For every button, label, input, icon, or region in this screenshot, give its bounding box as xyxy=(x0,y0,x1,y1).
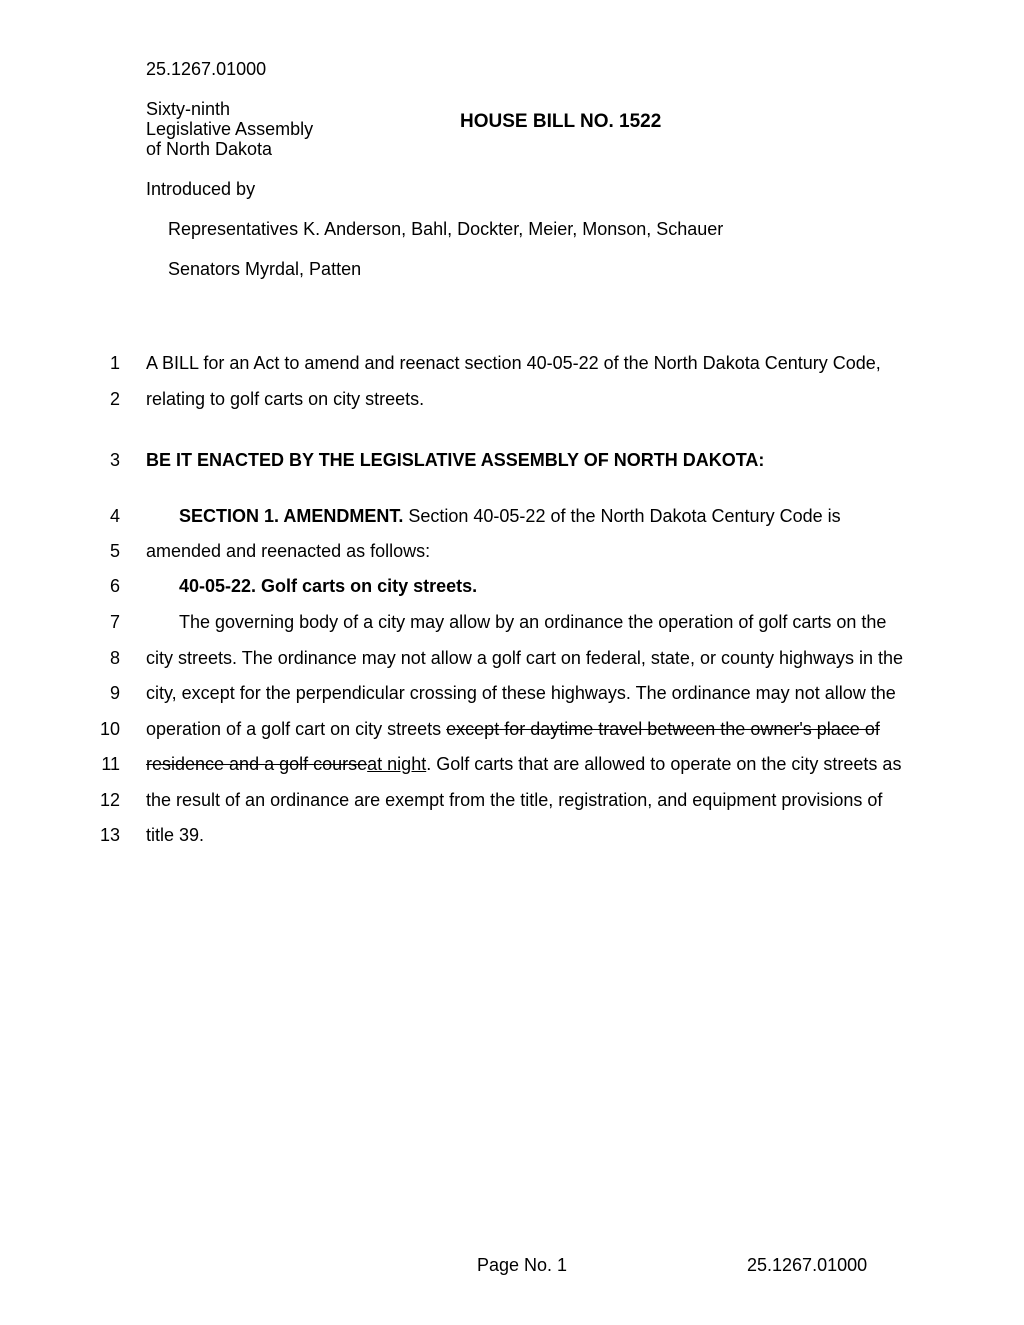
sponsors-senators: Senators Myrdal, Patten xyxy=(168,259,362,279)
statute-heading: 40-05-22. Golf carts on city streets. xyxy=(179,576,478,596)
bill-text-line-2: relating to golf carts on city streets. xyxy=(146,389,425,409)
section-heading: SECTION 1. AMENDMENT. xyxy=(179,506,404,526)
bill-text-line-11 xyxy=(146,754,901,774)
line-number: 6 xyxy=(109,576,120,596)
bill-text-line-9: city, except for the perpendicular crossing of these highways. The ordinance may not allow the xyxy=(146,683,896,703)
bill-text-line-4 xyxy=(179,506,841,526)
line-number: 4 xyxy=(109,506,120,526)
assembly-line-1: Sixty-ninth xyxy=(146,99,231,119)
bill-text-line-8: city streets. The ordinance may not allow a golf cart on federal, state, or county highways in the xyxy=(146,648,904,668)
plain-text: . Golf carts that are allowed to operate on the city streets as xyxy=(426,754,902,774)
line-number: 1 xyxy=(109,353,120,373)
line-number: 12 xyxy=(99,790,120,810)
deleted-text: residence and a golf course xyxy=(146,754,368,774)
line-number: 3 xyxy=(109,450,120,470)
bill-text-line-10 xyxy=(146,719,880,739)
enacting-clause: BE IT ENACTED BY THE LEGISLATIVE ASSEMBLY OF NORTH DAKOTA: xyxy=(146,450,765,470)
line-number: 9 xyxy=(109,683,120,703)
bill-text-line-5: amended and reenacted as follows: xyxy=(146,541,431,561)
line-number: 8 xyxy=(109,648,120,668)
sponsors-representatives: Representatives K. Anderson, Bahl, Dockter, Meier, Monson, Schauer xyxy=(168,219,724,239)
bill-text-line-7: The governing body of a city may allow by an ordinance the operation of golf carts on the xyxy=(179,612,887,632)
deleted-text: except for daytime travel between the owner's place of xyxy=(446,719,880,739)
bill-text-line-1: A BILL for an Act to amend and reenact section 40-05-22 of the North Dakota Century Code, xyxy=(146,353,881,373)
line-number: 2 xyxy=(109,389,120,409)
line-number: 13 xyxy=(99,825,120,845)
bill-text-line-13: title 39. xyxy=(146,825,205,845)
inserted-text: at night xyxy=(367,754,427,774)
section-intro-text: Section 40-05-22 of the North Dakota Century Code is xyxy=(403,506,841,526)
document-number: 25.1267.01000 xyxy=(146,59,267,79)
line-number: 10 xyxy=(99,719,120,739)
page-number: Page No. 1 xyxy=(477,1255,568,1275)
assembly-line-2: Legislative Assembly xyxy=(146,119,314,139)
footer-document-number: 25.1267.01000 xyxy=(747,1255,868,1275)
line-number: 7 xyxy=(109,612,120,632)
bill-title: HOUSE BILL NO. 1522 xyxy=(460,111,662,132)
plain-text: operation of a golf cart on city streets xyxy=(146,719,447,739)
assembly-line-3: of North Dakota xyxy=(146,139,273,159)
line-number: 11 xyxy=(101,754,120,774)
introduced-by: Introduced by xyxy=(146,179,256,199)
bill-text-line-12: the result of an ordinance are exempt from the title, registration, and equipment provisions of xyxy=(146,790,883,810)
line-number: 5 xyxy=(109,541,120,561)
